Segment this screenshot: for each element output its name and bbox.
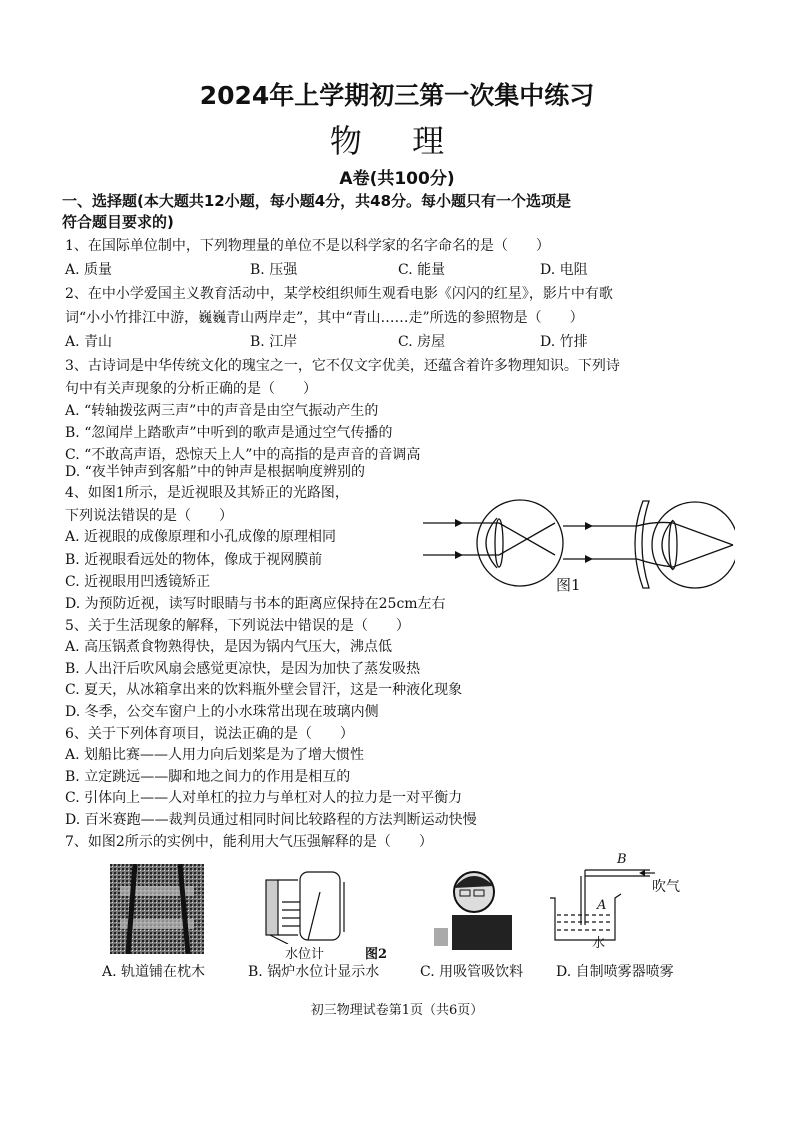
- question-4: 4、如图1所示，是近视眼及其矫正的光路图，: [65, 485, 349, 501]
- q4-option-b: B. 近视眼看远处的物体，像成于视网膜前: [65, 552, 323, 568]
- question-3-cont: 句中有关声现象的分析正确的是（ ）: [65, 381, 317, 397]
- q2-option-b: B. 江岸: [250, 334, 298, 350]
- q6-option-a: A. 划船比赛——人用力向后划桨是为了增大惯性: [65, 747, 365, 763]
- q5-option-c: C. 夏天，从冰箱拿出来的饮料瓶外壁会冒汗，这是一种液化现象: [65, 682, 463, 698]
- q5-option-a: A. 高压锅煮食物熟得快，是因为锅内气压大，沸点低: [65, 639, 393, 655]
- question-7: 7、如图2所示的实例中，能利用大气压强解释的是（ ）: [65, 834, 433, 850]
- q5-option-b: B. 人出汗后吹风扇会感觉更凉快，是因为加快了蒸发吸热: [65, 661, 421, 677]
- q2-option-c: C. 房屋: [398, 334, 446, 350]
- q7-option-a: A. 轨道铺在枕木: [102, 964, 206, 980]
- point-b-label: B: [617, 852, 627, 867]
- q7-option-b: B. 锅炉水位计显示水: [248, 964, 380, 980]
- figure-2-label: 图2: [365, 947, 388, 962]
- question-5: 5、关于生活现象的解释，下列说法中错误的是（ ）: [65, 618, 410, 634]
- q6-option-c: C. 引体向上——人对单杠的拉力与单杠对人的拉力是一对平衡力: [65, 790, 463, 806]
- q2-option-a: A. 青山: [65, 334, 113, 350]
- q1-option-b: B. 压强: [250, 262, 298, 278]
- question-2: 2、在中小学爱国主义教育活动中，某学校组织师生观看电影《闪闪的红星》，影片中有歌: [65, 286, 613, 302]
- q3-option-b: B. “忽闻岸上踏歌声”中听到的歌声是通过空气传播的: [65, 425, 393, 441]
- q3-option-d: D. “夜半钟声到客船”中的钟声是根据响度辨别的: [65, 464, 365, 480]
- q3-option-c: C. “不敢高声语，恐惊天上人”中的高指的是声音的音调高: [65, 447, 421, 463]
- q5-option-d: D. 冬季，公交车窗户上的小水珠常出现在玻璃内侧: [65, 704, 379, 720]
- question-1: 1、在国际单位制中，下列物理量的单位不是以科学家的名字命名的是（ ）: [65, 238, 550, 254]
- q4-option-c: C. 近视眼用凹透镜矫正: [65, 574, 211, 590]
- blow-label: 吹气: [652, 879, 680, 895]
- boiler-gauge-figure: [258, 862, 348, 944]
- q7-option-c: C. 用吸管吸饮料: [420, 964, 524, 980]
- section-heading-cont: 符合题目要求的): [62, 213, 174, 231]
- question-2-cont: 词“小小竹排江中游，巍巍青山两岸走”，其中“青山……走”所选的参照物是（ ）: [65, 310, 584, 326]
- question-3: 3、古诗词是中华传统文化的瑰宝之一，它不仅文字优美，还蕴含着许多物理知识。下列诗: [65, 358, 620, 374]
- q4-option-a: A. 近视眼的成像原理和小孔成像的原理相同: [65, 529, 337, 545]
- question-4-cont: 下列说法错误的是（ ）: [65, 508, 233, 524]
- q1-option-c: C. 能量: [398, 262, 446, 278]
- q1-option-a: A. 质量: [65, 262, 113, 278]
- paper-title: A卷(共100分): [339, 169, 455, 189]
- subject-title: 物 理: [329, 122, 465, 160]
- exam-title: 2024年上学期初三第一次集中练习: [199, 81, 595, 110]
- child-drinking-photo: [432, 860, 512, 950]
- q2-option-d: D. 竹排: [540, 334, 588, 350]
- figure-1-label: 图1: [556, 576, 581, 594]
- q4-option-d: D. 为预防近视，读写时眼睛与书本的距离应保持在25cm左右: [65, 596, 446, 612]
- q6-option-b: B. 立定跳远——脚和地之间力的作用是相互的: [65, 769, 351, 785]
- page-footer: 初三物理试卷第1页（共6页）: [310, 1003, 484, 1018]
- railway-photo: [110, 864, 204, 954]
- q6-option-d: D. 百米赛跑——裁判员通过相同时间比较路程的方法判断运动快慢: [65, 812, 477, 828]
- water-gauge-label: 水位计: [285, 947, 325, 962]
- q1-option-d: D. 电阻: [540, 262, 588, 278]
- q7-option-d: D. 自制喷雾器喷雾: [556, 964, 674, 980]
- section-heading: 一、选择题(本大题共12小题，每小题4分，共48分。每小题只有一个选项是: [62, 192, 572, 210]
- water-label: 水: [592, 936, 606, 951]
- point-a-label: A: [597, 898, 607, 913]
- q3-option-a: A. “转轴拨弦两三声”中的声音是由空气振动产生的: [65, 403, 379, 419]
- question-6: 6、关于下列体育项目，说法正确的是（ ）: [65, 726, 354, 742]
